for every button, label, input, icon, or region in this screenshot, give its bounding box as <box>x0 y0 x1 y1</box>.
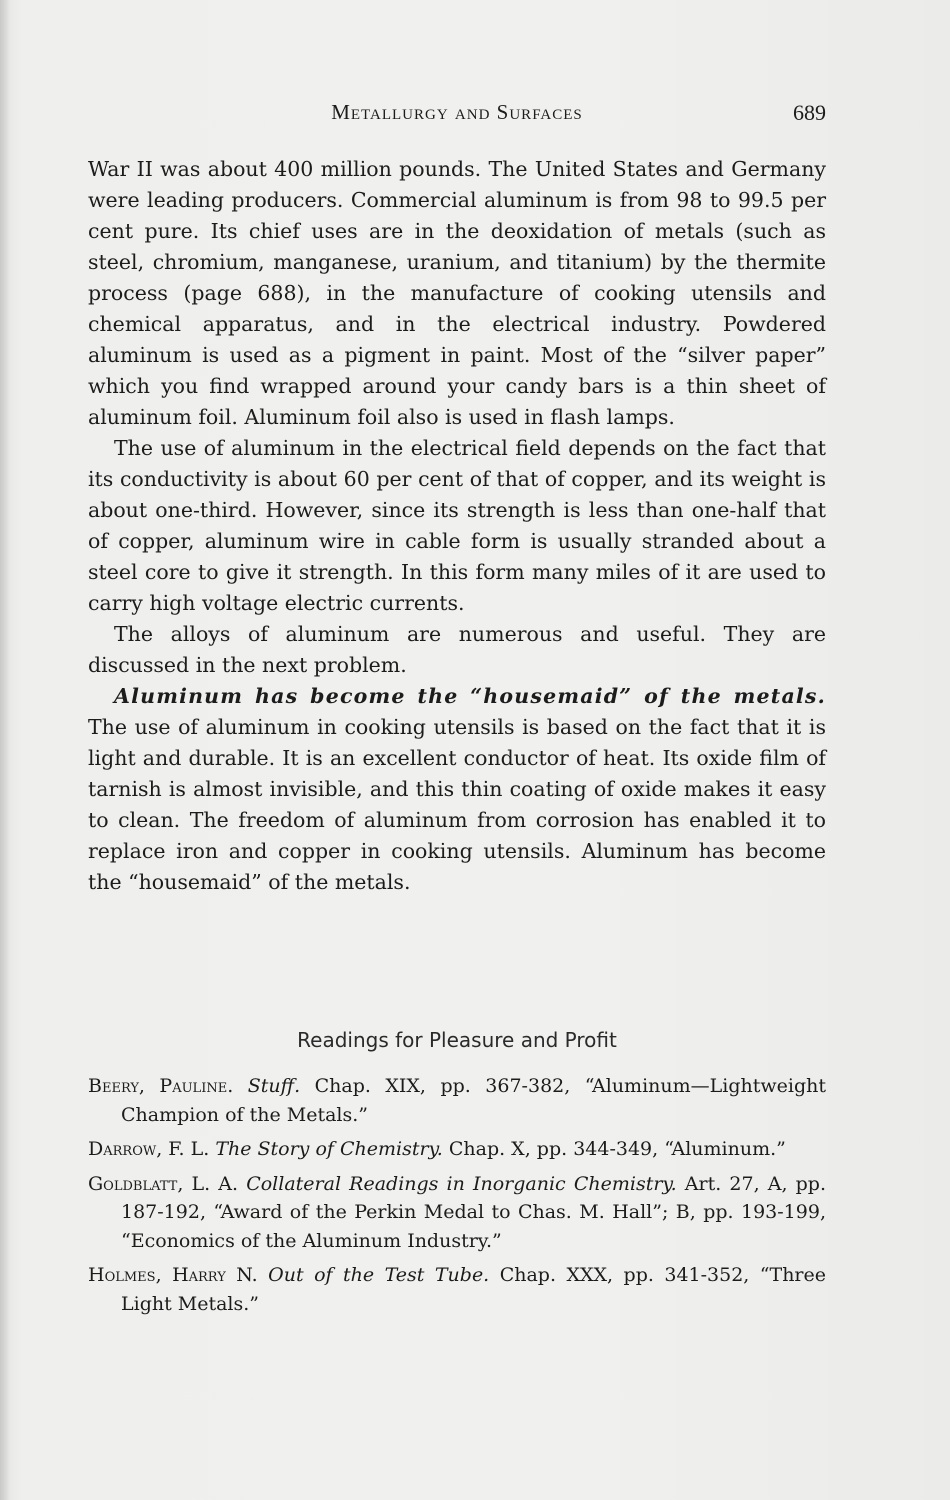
readings-list <box>88 1072 826 1324</box>
reading-details: Chap. XIX, pp. 367-382, “Aluminum—Lightweight Champion of the Metals.” <box>121 1075 826 1126</box>
reading-entry <box>88 1170 826 1256</box>
reading-author: Beery, Pauline. <box>88 1075 234 1097</box>
reading-entry <box>88 1135 826 1164</box>
paragraph-electrical-use: The use of aluminum in the electrical field depends on the fact that its conductivity is about 60 per cent of that of copper, and its weight is about one-third. However, since its strength is less than one-half that of copper, aluminum wire in cable form is usually stranded about a steel core to give it strength. In this form many miles of it are used to carry high voltage electric currents. <box>88 436 826 615</box>
reading-work: Stuff. <box>247 1075 301 1097</box>
running-head <box>88 100 826 130</box>
running-title: Metallurgy and Surfaces <box>331 100 583 124</box>
paragraph-alloys: The alloys of aluminum are numerous and useful. They are discussed in the next problem. <box>88 622 826 677</box>
reading-author: Goldblatt, L. A. <box>88 1172 239 1195</box>
reading-details: Chap. XXX, pp. 341-352, “Three Light Metals.” <box>121 1264 826 1315</box>
reading-work: The Story of Chemistry. <box>215 1138 443 1160</box>
reading-author: Holmes, Harry N. <box>88 1264 258 1286</box>
reading-entry <box>88 1261 826 1318</box>
reading-author: Darrow, F. L. <box>88 1138 210 1160</box>
reading-details: Chap. X, pp. 344-349, “Aluminum.” <box>442 1138 786 1160</box>
body-text <box>88 154 826 898</box>
readings-heading: Readings for Pleasure and Profit <box>297 1028 617 1052</box>
paragraph-lead-phrase: Aluminum has become the “housemaid” of the metals. <box>114 684 826 708</box>
paragraph-housemaid-text: The use of aluminum in cooking utensils is based on the fact that it is light and durable. It is an excellent conductor of heat. Its oxide film of tarnish is almost invisible, and this thin coating of oxide makes it easy to clean. The freedom of aluminum from corrosion has enabled it to replace iron and copper in cooking utensils. Aluminum has become the “housemaid” of the metals. <box>88 715 826 894</box>
reading-work: Out of the Test Tube. <box>268 1264 490 1286</box>
page-number: 689 <box>793 100 826 125</box>
reading-work: Collateral Readings in Inorganic Chemistry. <box>246 1172 677 1195</box>
paragraph-housemaid <box>88 681 826 898</box>
reading-entry <box>88 1072 826 1129</box>
reading-details: Art. 27, A, pp. 187-192, “Award of the Perkin Medal to Chas. M. Hall”; B, pp. 193-199, “Economics of the Aluminum Industry.” <box>121 1172 827 1252</box>
paragraph-continued: War II was about 400 million pounds. The United States and Germany were leading producers. Commercial aluminum is from 98 to 99.5 per cent pure. Its chief uses are in the deoxidation of metals (such as steel, chromium, manganese, uranium, and titanium) by the thermite process (page 688), in the manufacture of cooking utensils and chemical apparatus, and in the electrical industry. Powdered aluminum is used as a pigment in paint. Most of the “silver paper” which you find wrapped around your candy bars is a thin sheet of aluminum foil. Aluminum foil also is used in flash lamps. <box>88 157 826 429</box>
